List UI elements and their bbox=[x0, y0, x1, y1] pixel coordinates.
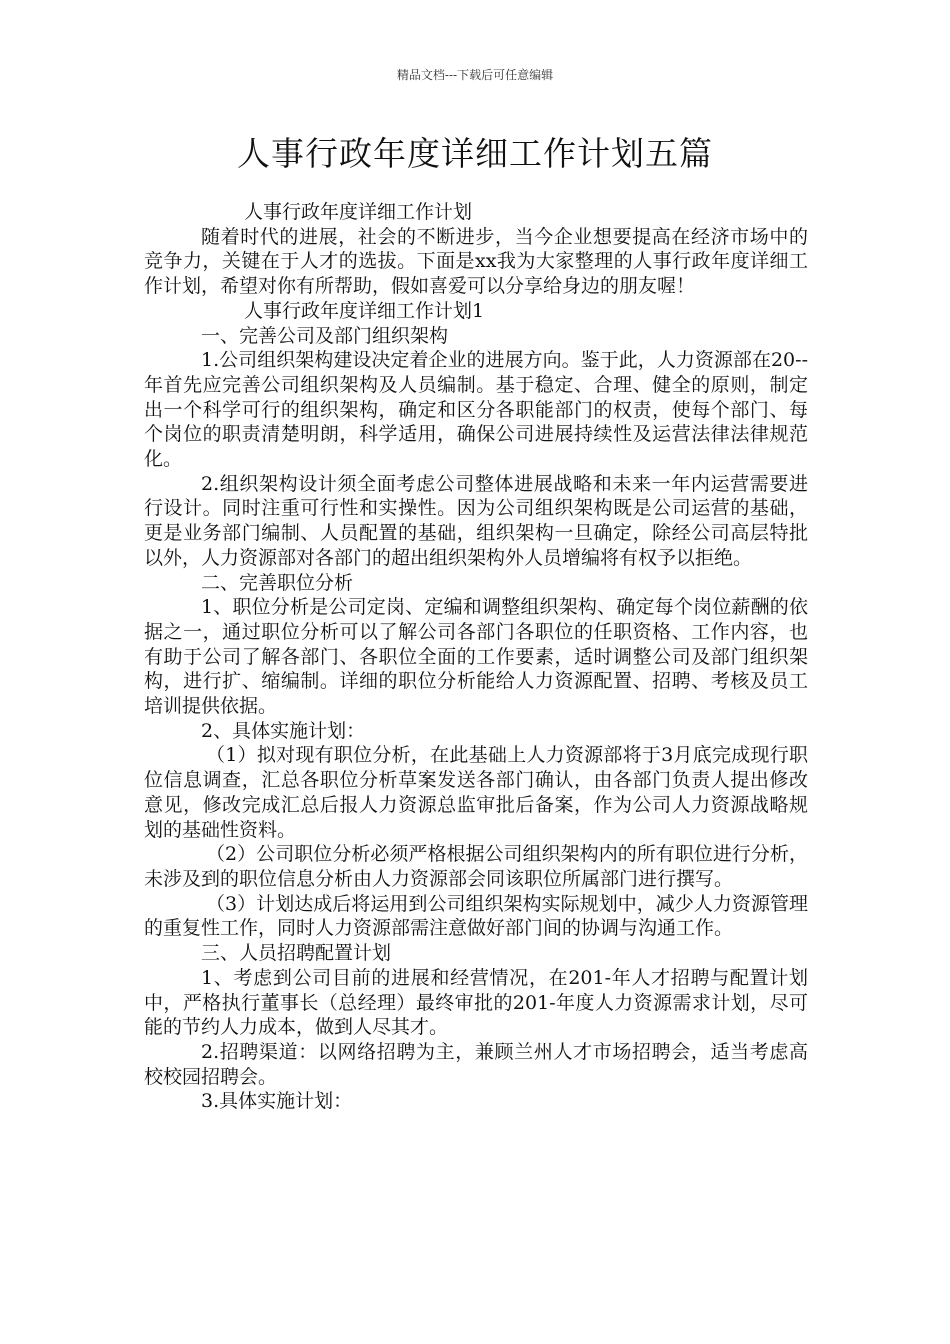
paragraph: 1、考虑到公司目前的进展和经营情况，在201-年人才招聘与配置计划中，严格执行董事长（总经理）最终审批的201-年度人力资源需求计划，尽可能的节约人力成本，做到人尽其才。 bbox=[144, 966, 808, 1039]
paragraph: 人事行政年度详细工作计划 bbox=[244, 201, 473, 223]
paragraph: 2.招聘渠道：以网络招聘为主，兼顾兰州人才市场招聘会，适当考虑高校校园招聘会。 bbox=[144, 1040, 808, 1088]
paragraph: 1.公司组织架构建设决定着企业的进展方向。鉴于此，人力资源部在20--年首先应完善公司组织架构及人员编制。基于稳定、合理、健全的原则，制定出一个科学可行的组织架构，确定和区分各职能部门的权责，使每个部门、每个岗位的职责清楚明朗，科学适用，确保公司进展持续性及运营法律法律规范化。 bbox=[144, 349, 808, 471]
paragraph: 2、具体实施计划： bbox=[201, 719, 366, 742]
paragraph: 二、完善职位分析 bbox=[201, 571, 354, 594]
document-body bbox=[144, 200, 808, 1114]
paragraph: 三、人员招聘配置计划 bbox=[201, 942, 392, 965]
paragraph: 1、职位分析是公司定岗、定编和调整组织架构、确定每个岗位薪酬的依据之一，通过职位分析可以了解公司各部门各职位的任职资格、工作内容，也有助于公司了解各部门、各职位全面的工作要素，适时调整公司及部门组织架构，进行扩、缩编制。详细的职位分析能给人力资源配置、招聘、考核及员工培训提供依据。 bbox=[144, 596, 808, 718]
paragraph: （2）公司职位分析必须严格根据公司组织架构内的所有职位进行分析，未涉及到的职位信息分析由人力资源部会同该职位所属部门进行撰写。 bbox=[144, 843, 808, 890]
paragraph: 人事行政年度详细工作计划1 bbox=[244, 299, 485, 322]
paragraph: 一、完善公司及部门组织架构 bbox=[201, 324, 449, 347]
paragraph: （1）拟对现有职位分析，在此基础上人力资源部将于3月底完成现行职位信息调查，汇总各职位分析草案发送各部门确认，由各部门负责人提出修改意见，修改完成汇总后报人力资源总监审批后备案，作为公司人力资源战略规划的基础性资料。 bbox=[144, 744, 808, 841]
paragraph: （3）计划达成后将运用到公司组织架构实际规划中，减少人力资源管理的重复性工作，同时人力资源部需注意做好部门间的协调与沟通工作。 bbox=[144, 892, 808, 940]
paragraph: 2.组织架构设计须全面考虑公司整体进展战略和未来一年内运营需要进行设计。同时注重可行性和实操性。因为公司组织架构既是公司运营的基础，更是业务部门编制、人员配置的基础，组织架构一旦确定，除经公司高层特批以外，人力资源部对各部门的超出组织架构外人员增编将有权予以拒绝。 bbox=[144, 472, 808, 569]
page-header-note: 精品文档---下载后可任意编辑 bbox=[396, 68, 554, 82]
document-title: 人事行政年度详细工作计划五篇 bbox=[237, 134, 713, 173]
paragraph: 随着时代的进展，社会的不断进步，当今企业想要提高在经济市场中的竞争力，关键在于人才的选拔。下面是xx我为大家整理的人事行政年度详细工作计划，希望对你有所帮助，假如喜爱可以分享给身边的朋友喔！ bbox=[144, 225, 808, 298]
paragraph: 3.具体实施计划： bbox=[201, 1090, 353, 1113]
